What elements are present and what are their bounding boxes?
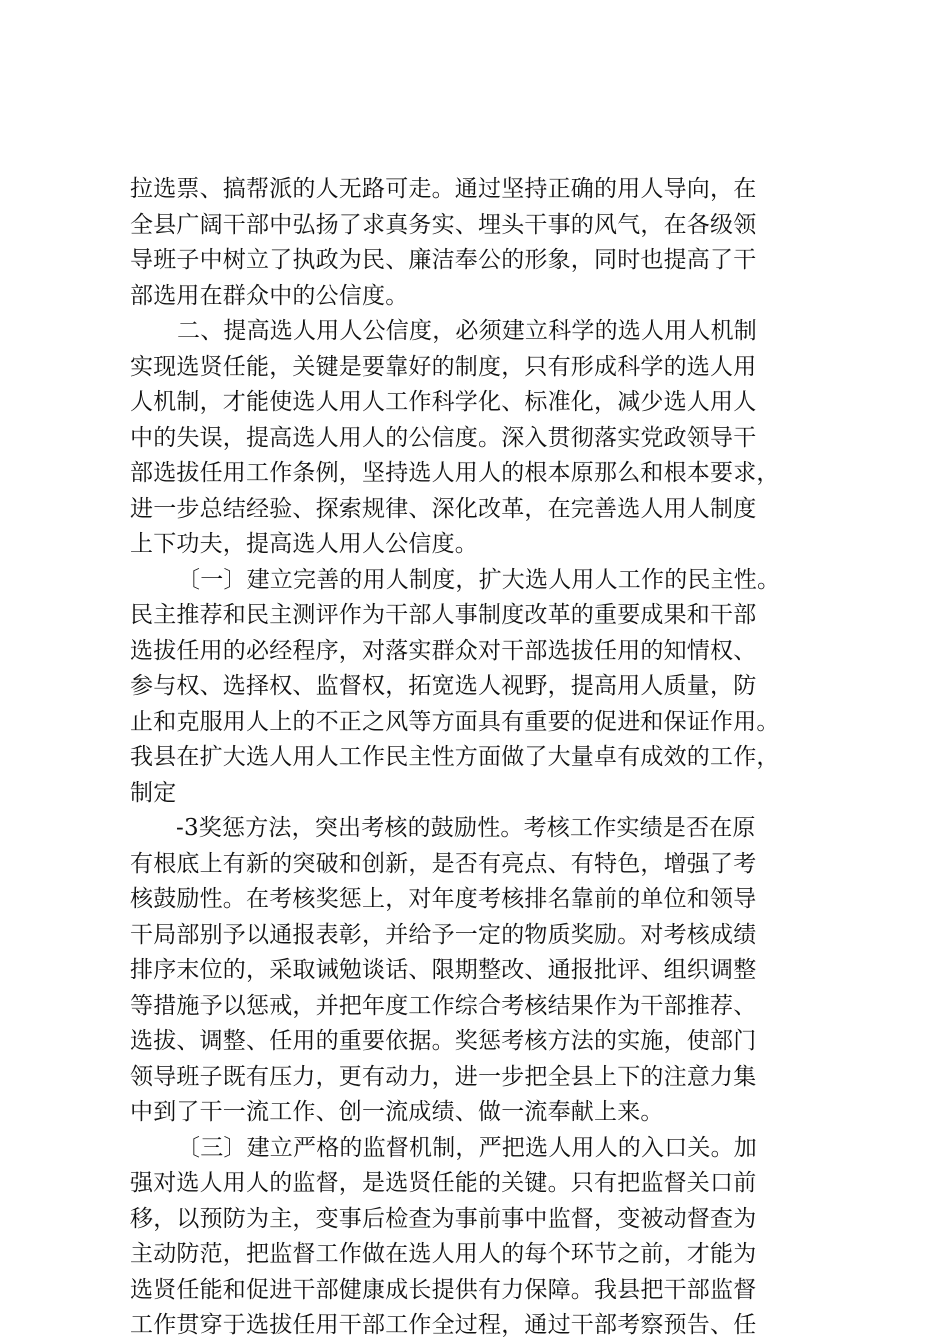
text-line: 民主推荐和民主测评作为干部人事制度改革的重要成果和干部 <box>130 602 757 628</box>
text-line: 工作贯穿于选拔任用干部工作全过程，通过干部考察预告、任 <box>130 1312 757 1338</box>
text-line: 上下功夫，提高选人用人公信度。 <box>130 531 478 557</box>
text-line: 选拔任用的必经程序，对落实群众对干部选拔任用的知情权、 <box>130 637 757 664</box>
text-line: 部选拔任用工作条例，坚持选人用人的根本原那么和根本要求， <box>130 460 780 486</box>
text-line: 主动防范，把监督工作做在选人用人的每个环节之前，才能为 <box>130 1241 757 1267</box>
body-text <box>130 172 830 1344</box>
text-line: 等措施予以惩戒，并把年度工作综合考核结果作为干部推荐、 <box>130 992 757 1019</box>
subsection-heading-1: 〔一〕建立完善的用人制度，扩大选人用人工作的民主性。 <box>177 566 781 593</box>
text-line: 导班子中树立了执政为民、廉洁奉公的形象，同时也提高了干 <box>130 247 757 273</box>
text-line: 排序末位的，采取诫勉谈话、限期整改、通报批评、组织调整 <box>130 957 757 983</box>
text-line: 选贤任能和促进干部健康成长提供有力保障。我县把干部监督 <box>130 1276 757 1303</box>
text-line: 核鼓励性。在考核奖惩上，对年度考核排名靠前的单位和领导 <box>130 886 757 912</box>
text-line: 领导班子既有压力，更有动力，进一步把全县上下的注意力集 <box>130 1063 757 1090</box>
section-heading-2: 二、提高选人用人公信度，必须建立科学的选人用人机制 <box>177 318 757 344</box>
text-line: 强对选人用人的监督，是选贤任能的关键。只有把监督关口前 <box>130 1170 757 1196</box>
text-line: 参与权、选择权、监督权，拓宽选人视野，提高用人质量，防 <box>130 673 757 699</box>
text-line: 有根底上有新的突破和创新，是否有亮点、有特色，增强了考 <box>130 850 757 877</box>
text-line: 中的失误，提高选人用人的公信度。深入贯彻落实党政领导干 <box>130 424 757 451</box>
text-line: 拉选票、搞帮派的人无路可走。通过坚持正确的用人导向，在 <box>130 176 757 202</box>
text-line: 制定 <box>130 779 177 806</box>
text-line: 移，以预防为主，变事后检查为事前事中监督，变被动督查为 <box>130 1205 757 1232</box>
text-line: 选拔、调整、任用的重要依据。奖惩考核方法的实施，使部门 <box>130 1028 757 1054</box>
text-line: 全县广阔干部中弘扬了求真务实、埋头干事的风气，在各级领 <box>130 211 757 238</box>
text-line: -3奖惩方法，突出考核的鼓励性。考核工作实绩是否在原 <box>176 815 756 841</box>
text-line: 进一步总结经验、探索规律、深化改革，在完善选人用人制度 <box>130 495 757 522</box>
text-line: 部选用在群众中的公信度。 <box>130 282 409 309</box>
subsection-heading-3: 〔三〕建立严格的监督机制，严把选人用人的入口关。加 <box>177 1134 757 1161</box>
text-line: 人机制，才能使选人用人工作科学化、标准化，减少选人用人 <box>130 389 757 415</box>
text-line: 实现选贤任能，关键是要靠好的制度，只有形成科学的选人用 <box>130 353 757 380</box>
text-line: 中到了干一流工作、创一流成绩、做一流奉献上来。 <box>130 1099 664 1125</box>
text-line: 止和克服用人上的不正之风等方面具有重要的促进和保证作用。 <box>130 708 780 735</box>
text-line: 干局部别予以通报表彰，并给予一定的物质奖励。对考核成绩 <box>130 921 757 948</box>
text-line: 我县在扩大选人用人工作民主性方面做了大量卓有成效的工作， <box>130 744 780 770</box>
